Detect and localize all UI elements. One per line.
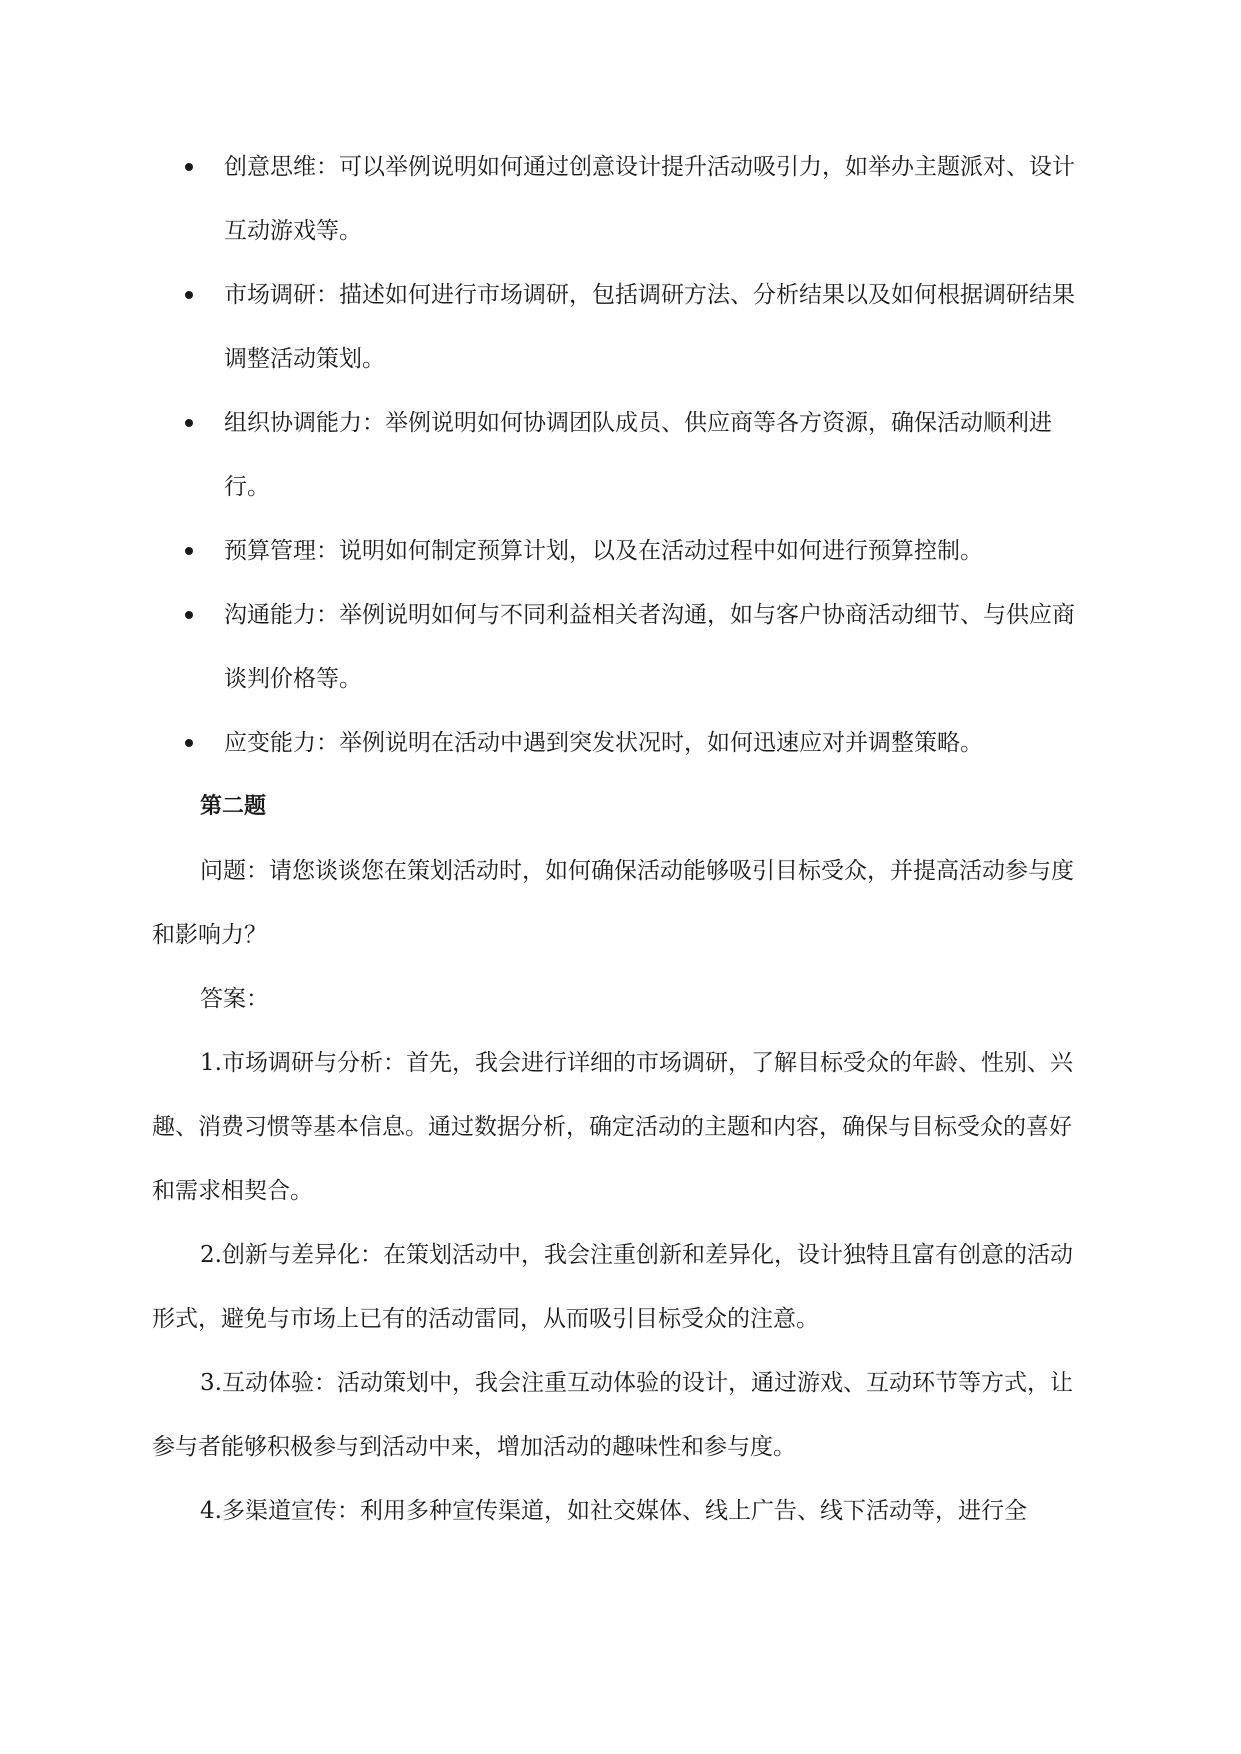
answer-paragraph-4: 4.多渠道宣传：利用多种宣传渠道，如社交媒体、线上广告、线下活动等，进行全 — [200, 1498, 1027, 1524]
answer-paragraph-1: 1.市场调研与分析：首先，我会进行详细的市场调研，了解目标受众的年龄、性别、兴趣、消费习惯等基本信息。通过数据分析，确定活动的主题和内容，确保与目标受众的喜好和需求相契合。 — [152, 1050, 1073, 1204]
answer-paragraph-3: 3.互动体验：活动策划中，我会注重互动体验的设计，通过游戏、互动环节等方式，让参与者能够积极参与到活动中来，增加活动的趣味性和参与度。 — [152, 1370, 1073, 1460]
list-item — [152, 263, 1092, 391]
bullet-icon — [185, 547, 193, 555]
list-item-text: 市场调研：描述如何进行市场调研，包括调研方法、分析结果以及如何根据调研结果调整活动策划。 — [224, 282, 1075, 372]
bullet-list — [152, 135, 1092, 775]
bullet-icon — [185, 291, 193, 299]
bullet-icon — [185, 611, 193, 619]
bullet-icon — [185, 739, 193, 747]
list-item — [152, 583, 1092, 711]
answer-label: 答案： — [200, 986, 269, 1012]
list-item — [152, 135, 1092, 263]
list-item-text: 沟通能力：举例说明如何与不同利益相关者沟通，如与客户协商活动细节、与供应商谈判价格等。 — [224, 602, 1075, 692]
list-item-text: 预算管理：说明如何制定预算计划，以及在活动过程中如何进行预算控制。 — [224, 538, 983, 564]
list-item — [152, 711, 1092, 775]
list-item-text: 创意思维：可以举例说明如何通过创意设计提升活动吸引力，如举办主题派对、设计互动游戏等。 — [224, 154, 1075, 244]
question-paragraph: 问题：请您谈谈您在策划活动时，如何确保活动能够吸引目标受众，并提高活动参与度和影响力？ — [152, 858, 1074, 948]
bullet-icon — [185, 419, 193, 427]
list-item — [152, 391, 1092, 519]
list-item-text: 组织协调能力：举例说明如何协调团队成员、供应商等各方资源，确保活动顺利进行。 — [224, 410, 1052, 500]
list-item — [152, 519, 1092, 583]
bullet-icon — [185, 163, 193, 171]
answer-paragraph-2: 2.创新与差异化：在策划活动中，我会注重创新和差异化，设计独特且富有创意的活动形式，避免与市场上已有的活动雷同，从而吸引目标受众的注意。 — [152, 1242, 1073, 1332]
document-body — [152, 135, 1092, 1543]
section-heading: 第二题 — [200, 794, 267, 819]
list-item-text: 应变能力：举例说明在活动中遇到突发状况时，如何迅速应对并调整策略。 — [224, 730, 983, 756]
